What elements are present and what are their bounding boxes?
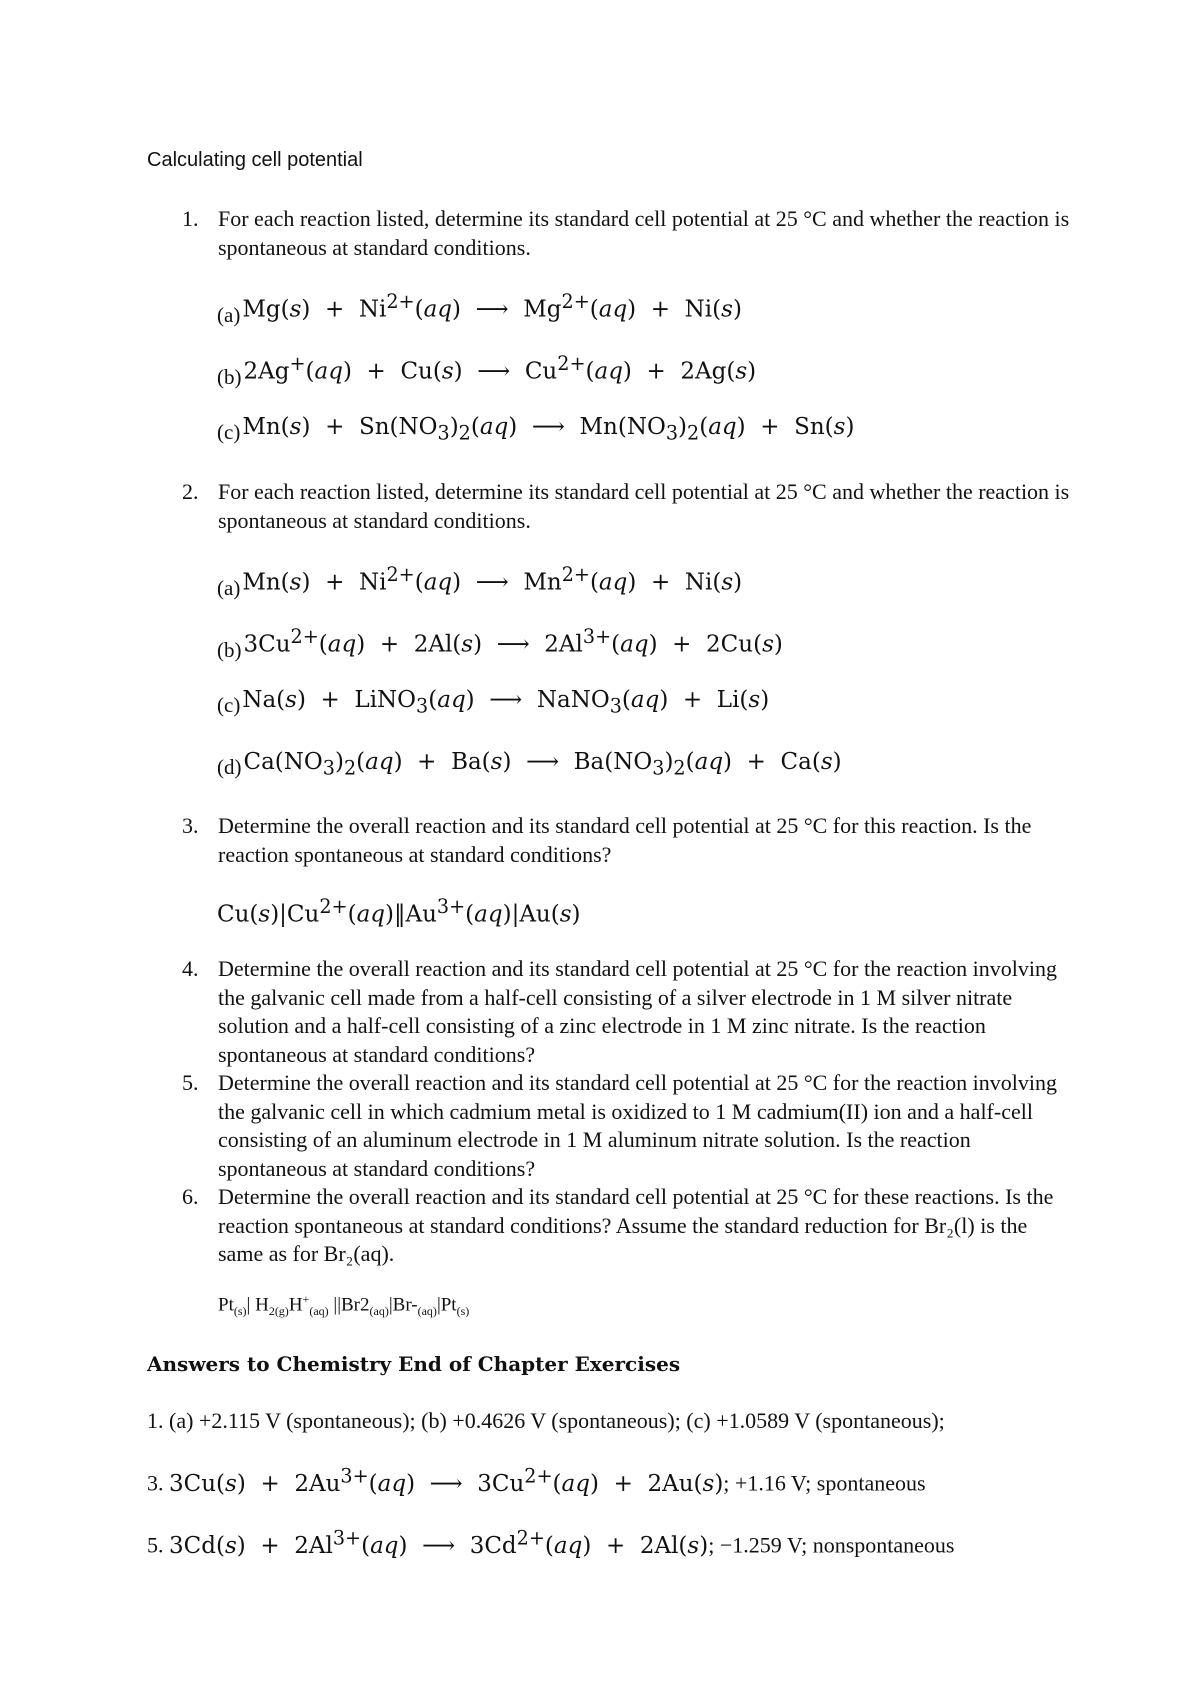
question-1 (182, 205, 1072, 262)
question-2 (182, 478, 1072, 535)
answer-number: 3. (147, 1470, 164, 1496)
question-text: Determine the overall reaction and its standard cell potential at 25 °C for the reaction involving the galvanic cell in which cadmium metal is oxidized to 1 M cadmium(II) ion and a half-cell consisting of an aluminum electrode in 1 M aluminum nitrate solution. Is the reaction spontaneous at standard conditions? (218, 1070, 1058, 1181)
equation-2c: (c)Na(s) + LiNO$_3$(aq) ⟶ NaNO$_3$(aq) + Li(s) (217, 687, 770, 718)
answers-heading: Answers to Chemistry End of Chapter Exercises (147, 1352, 681, 1376)
equation-2b: $(b)3Cu^{2+}(aq) + 2Al(s)$ ⟶ $2Al^{3+}(aq) + 2Cu(s)$ (217, 625, 783, 662)
equation-2d: $(d)Ca(NO_3)_2(aq) + Ba(s)$ ⟶ $Ba(NO_3)_2(aq) + Ca(s)$ (217, 749, 842, 780)
answer-5-result: ; −1.259 V; nonspontaneous (708, 1532, 955, 1558)
cell-notation-6: $Pt_{(s)}|$ $H_{2(g)}H^+_{(aq)}$ $||Br2_{(aq)}|Br-_{(aq)}|Pt_{(s)}$ (218, 1292, 470, 1319)
answer-3-result: ; +1.16 V; spontaneous (723, 1470, 926, 1496)
answer-number: 5. (147, 1532, 164, 1558)
answer-1: 1. (a) +2.115 V (spontaneous); (b) +0.4626 V (spontaneous); (c) +1.0589 V (spontaneous); (147, 1408, 945, 1433)
question-text: For each reaction listed, determine its standard cell potential at 25 °C and whether the reaction is spontaneous at standard conditions. (218, 479, 1070, 533)
cell-notation-3: $Cu(s)|Cu^{2+}(aq)‖Au^{3+}(aq)|Au(s)$ (217, 895, 581, 928)
equation-1b: (b)2Ag+(aq) + Cu(s) ⟶ $Cu^{2+}(aq) + 2Ag(s)$ (217, 352, 757, 389)
equation-1c: $(c)Mn(s) + Sn(NO_3)_2(aq)$ ⟶ $Mn(NO_3)_2(aq) + Sn(s)$ (217, 414, 855, 445)
question-text: Determine the overall reaction and its standard cell potential at 25 °C for these reactions. Is the reaction spontaneous at standard conditions? Assume the standard reduction for Br₂(l) is the same as for Br₂(aq). (218, 1184, 1054, 1266)
answer-3 (147, 1464, 926, 1497)
answer-5 (147, 1526, 954, 1559)
equation-2a: $(a)Mn(s) + Ni^{2+}(aq)$ ⟶ $Mn^{2+}(aq) + Ni(s)$ (217, 563, 743, 600)
question-text: Determine the overall reaction and its standard cell potential at 25 °C for the reaction involving the galvanic cell made from a half-cell consisting of a silver electrode in 1 M silver nitrate solution and a half-cell consisting of a zinc electrode in 1 M zinc nitrate. Is the reaction spontaneous at standard conditions? (218, 956, 1058, 1067)
answer-3-equation: $3Cu(s) + 2Au^{3+}(aq)$ ⟶ $3Cu^{2+}(aq) + 2Au(s)$ (169, 1464, 724, 1497)
question-4 (182, 955, 1072, 1069)
question-number: 4. (182, 956, 199, 981)
page-title: Calculating cell potential (147, 149, 363, 171)
question-text: For each reaction listed, determine its standard cell potential at 25 °C and whether the reaction is spontaneous at standard conditions. (218, 206, 1070, 260)
question-3 (182, 812, 1072, 869)
question-number: 3. (182, 813, 199, 838)
question-number: 5. (182, 1070, 199, 1095)
equation-1a: $(a)Mg(s) + Ni^{2+}(aq)$ ⟶ $Mg^{2+}(aq) + Ni(s)$ (217, 290, 742, 327)
question-number: 6. (182, 1184, 199, 1209)
question-text: Determine the overall reaction and its standard cell potential at 25 °C for this reaction. Is the reaction spontaneous at standard conditions? (218, 813, 1032, 867)
question-5 (182, 1069, 1072, 1183)
question-number: 1. (182, 206, 199, 231)
question-6 (182, 1183, 1072, 1269)
question-number: 2. (182, 479, 199, 504)
answer-5-equation: $3Cd(s) + 2Al^{3+}(aq)$ ⟶ $3Cd^{2+}(aq) + 2Al(s)$ (169, 1526, 709, 1559)
